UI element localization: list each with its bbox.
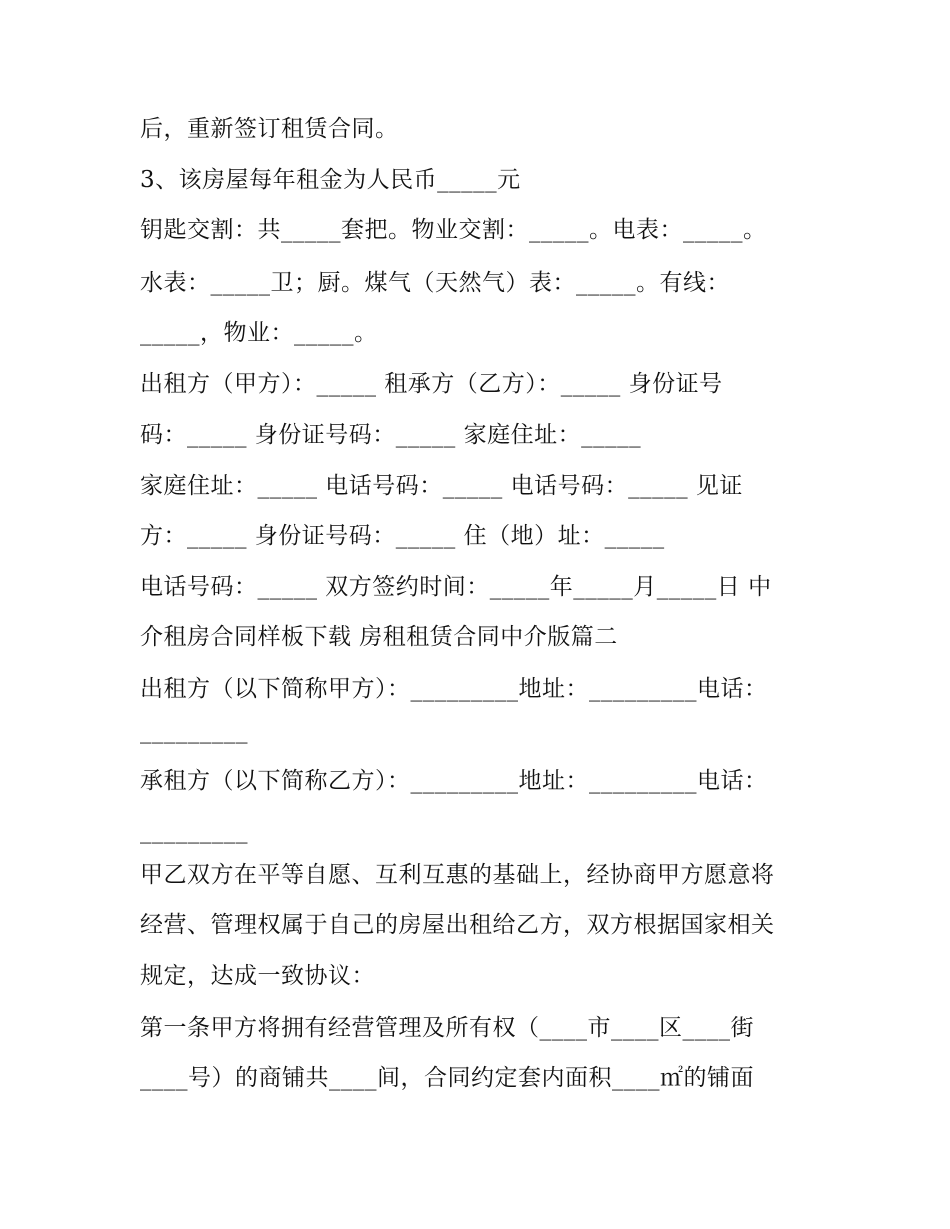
text-line: 规定，达成一致协议： (140, 963, 375, 989)
text-line: 承租方（以下简称乙方）：_________地址：_________电话： (140, 768, 768, 794)
section-heading: 介租房合同样板下载 房租租赁合同中介版篇二 (140, 624, 618, 650)
text-line: 水表：_____卫；厨。煤气（天然气）表：_____。有线： (140, 270, 730, 296)
text-line: 3、该房屋每年租金为人民币_____元 (140, 167, 521, 193)
text-line: 家庭住址：_____ 电话号码：_____ 电话号码：_____ 见证 (140, 473, 743, 499)
text-line: 码：_____ 身份证号码：_____ 家庭住址：_____ (140, 422, 642, 448)
text-line: 出租方（甲方）：_____ 租承方（乙方）：_____ 身份证号 (140, 371, 723, 397)
text-line: 方：_____ 身份证号码：_____ 住（地）址：_____ (140, 523, 665, 549)
text-line: 电话号码：_____ 双方签约时间：_____年_____月_____日 中 (140, 574, 772, 600)
text-line: 后，重新签订租赁合同。 (140, 116, 399, 142)
text-line: 出租方（以下简称甲方）：_________地址：_________电话： (140, 676, 768, 702)
blank-line: _________ (140, 818, 248, 844)
text-line: 经营、管理权属于自己的房屋出租给乙方，双方根据国家相关 (140, 912, 775, 938)
text-line: ____号）的商铺共____间，合同约定套内面积____㎡的铺面 (140, 1065, 754, 1091)
blank-line: _________ (140, 718, 248, 744)
text-line: 钥匙交割：共_____套把。物业交割：_____。电表：_____。 (140, 217, 767, 243)
text-line: _____，物业：_____。 (140, 320, 378, 346)
text-line: 甲乙双方在平等自愿、互利互惠的基础上，经协商甲方愿意将 (140, 862, 775, 888)
text-line: 第一条甲方将拥有经营管理及所有权（____市____区____街 (140, 1015, 754, 1041)
